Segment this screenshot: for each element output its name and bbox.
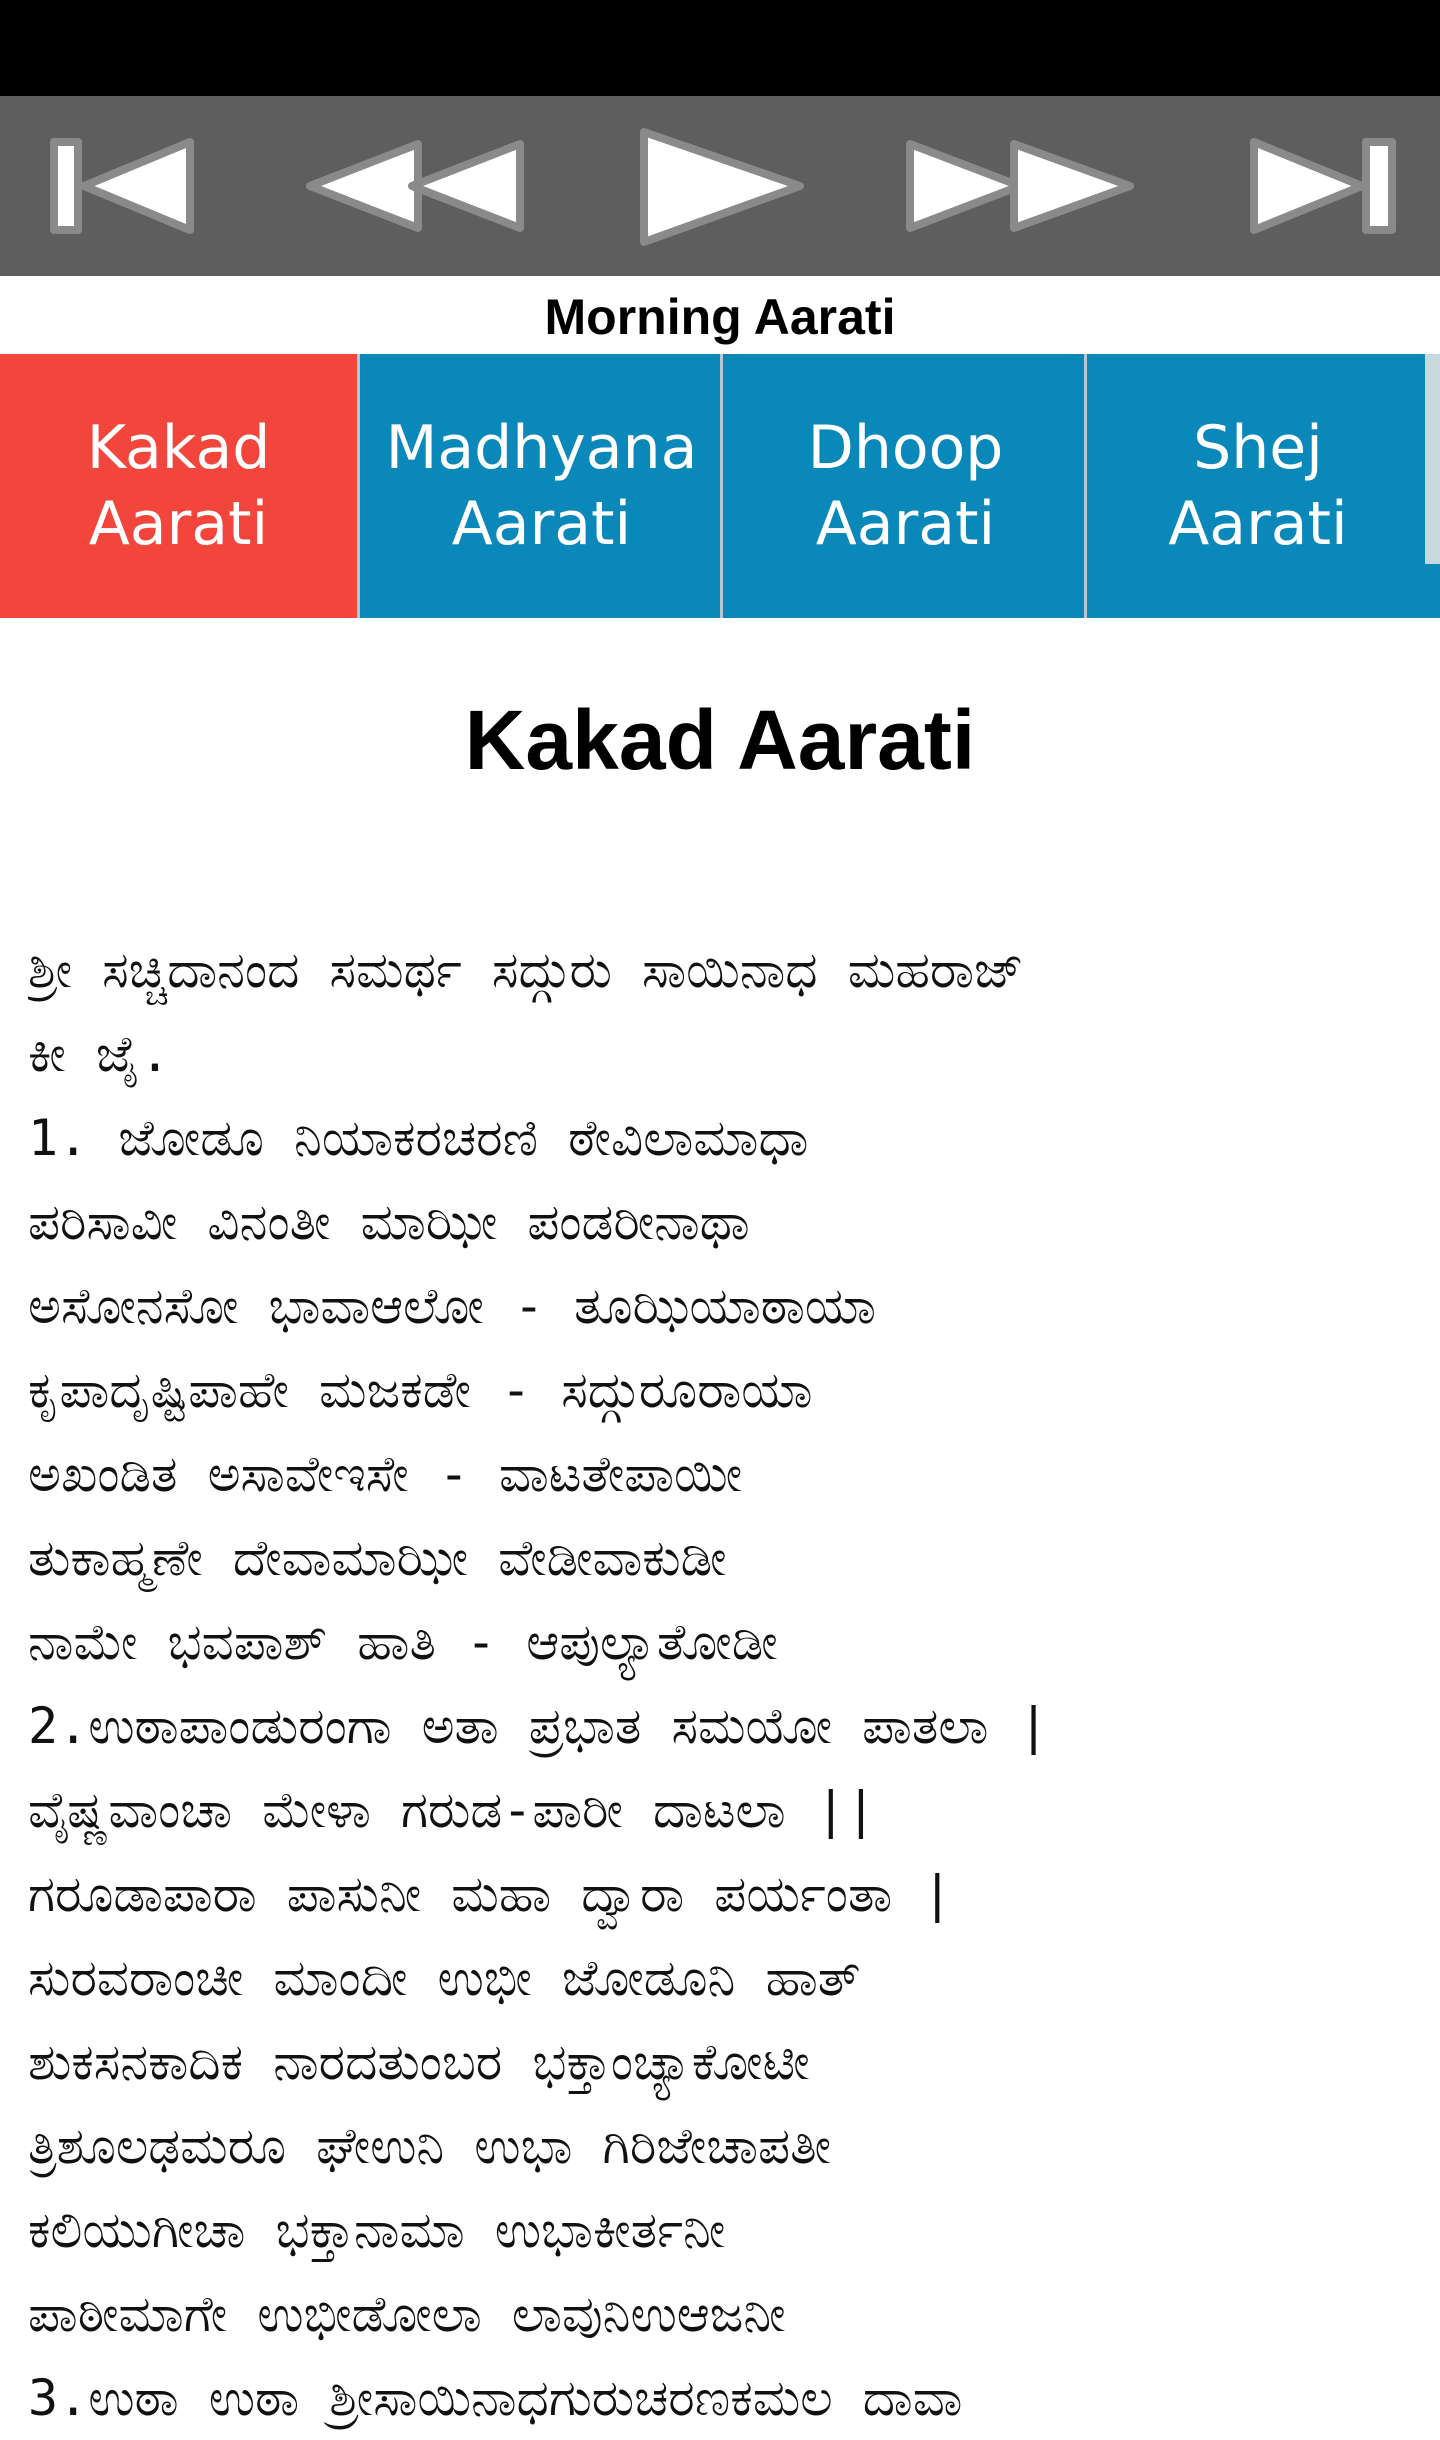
lyric-line: ಕೀ ಜೈ. xyxy=(28,1025,171,1083)
lyric-line: 1. ಜೋಡೂ ನಿಯಾಕರಚರಣಿ ಠೇವಿಲಾಮಾಧಾ xyxy=(28,1109,809,1167)
content-title: Kakad Aarati xyxy=(464,693,976,787)
lyric-line: ತ್ರಿಶೂಲಢಮರೂ ಘೇಉನಿ ಉಭಾ ಗಿರಿಜೇಚಾಪತೀ xyxy=(28,2117,832,2175)
tab-madhyana-aarati[interactable]: Madhyana Aarati xyxy=(363,354,723,618)
lyric-line: ಅಸೋನಸೋ ಭಾವಾಆಲೋ - ತೂಝಿಯಾಠಾಯಾ xyxy=(28,1277,877,1335)
lyric-line: ಕಲಿಯುಗೀಚಾ ಭಕ್ತಾನಾಮಾ ಉಭಾಕೀರ್ತನೀ xyxy=(28,2201,726,2259)
lyric-line: ವೈಷ್ಣವಾಂಚಾ ಮೇಳಾ ಗರುಡ-ಪಾರೀ ದಾಟಲಾ || xyxy=(28,1781,876,1839)
skip-last-button[interactable] xyxy=(1240,124,1410,248)
skip-last-icon xyxy=(1240,124,1410,248)
lyric-line: 3.ಉಠಾ ಉಠಾ ಶ್ರೀಸಾಯಿನಾಧಗುರುಚರಣಕಮಲ ದಾವಾ xyxy=(28,2369,963,2427)
lyric-line: ಅಖಂಡಿತ ಅಸಾವೇಇಸೇ - ವಾಟತೇಪಾಯೀ xyxy=(28,1445,743,1503)
play-button[interactable] xyxy=(620,124,810,248)
lyric-line: ನಾಮೇ ಭವಪಾಶ್ ಹಾತಿ - ಆಪುಲ್ಯಾತೋಡೀ xyxy=(28,1613,778,1671)
lyric-line: ತುಕಾಹ್ಮಣೇ ದೇವಾಮಾಝೀ ವೇಡೀವಾಕುಡೀ xyxy=(28,1529,727,1587)
lyric-line: ಕೃಪಾದೃಷ್ಟಿಪಾಹೇ ಮಜಕಡೇ - ಸದ್ಗುರೂರಾಯಾ xyxy=(28,1361,813,1419)
play-icon xyxy=(620,124,810,248)
status-bar xyxy=(0,0,1440,96)
lyric-line: ಶ್ರೀ ಸಚ್ಚಿದಾನಂದ ಸಮರ್ಥ ಸದ್ಗುರು ಸಾಯಿನಾಧ ಮಹರಾಜ್ xyxy=(28,941,1024,999)
lyric-line: ಶುಕಸನಕಾದಿಕ ನಾರದತುಂಬರ ಭಕ್ತಾಂಚ್ಯಾಕೋಟೀ xyxy=(28,2033,810,2091)
player-controls xyxy=(0,96,1440,276)
lyric-line: 2.ಉಠಾಪಾಂಡುರಂಗಾ ಅತಾ ಪ್ರಭಾತ ಸಮಯೋ ಪಾತಲಾ | xyxy=(28,1697,1049,1755)
tab-shej-aarati[interactable]: Shej Aarati xyxy=(1168,413,1348,559)
rewind-icon xyxy=(300,124,530,248)
skip-first-button[interactable] xyxy=(40,124,200,248)
section-title: Morning Aarati xyxy=(544,289,896,345)
rewind-button[interactable] xyxy=(300,124,530,248)
skip-first-icon xyxy=(40,124,200,248)
tabs-overflow-edge xyxy=(1425,354,1440,564)
tab-kakad-aarati[interactable]: Kakad Aarati xyxy=(0,354,360,618)
tab-dhoop-aarati[interactable]: Dhoop Aarati xyxy=(727,354,1087,618)
fast-forward-button[interactable] xyxy=(900,124,1140,248)
lyric-line: ಗರೂಡಾಪಾರಾ ಪಾಸುನೀ ಮಹಾ ದ್ವಾರಾ ಪರ್ಯಂತಾ | xyxy=(28,1865,953,1923)
lyrics-text[interactable] xyxy=(28,928,1408,2440)
lyric-line: ಸುರವರಾಂಚೀ ಮಾಂದೀ ಉಭೀ ಜೋಡೂನಿ ಹಾತ್ xyxy=(28,1949,861,2007)
lyric-line: ಪಾಠೀಮಾಗೇ ಉಭೀಡೋಲಾ ಲಾವುನಿಉಆಜನೀ xyxy=(28,2285,786,2343)
lyric-line: ಪರಿಸಾವೀ ವಿನಂತೀ ಮಾಝೀ ಪಂಡರೀನಾಥಾ xyxy=(28,1193,750,1251)
fast-forward-icon xyxy=(900,124,1140,248)
aarati-tabs xyxy=(0,354,1440,618)
